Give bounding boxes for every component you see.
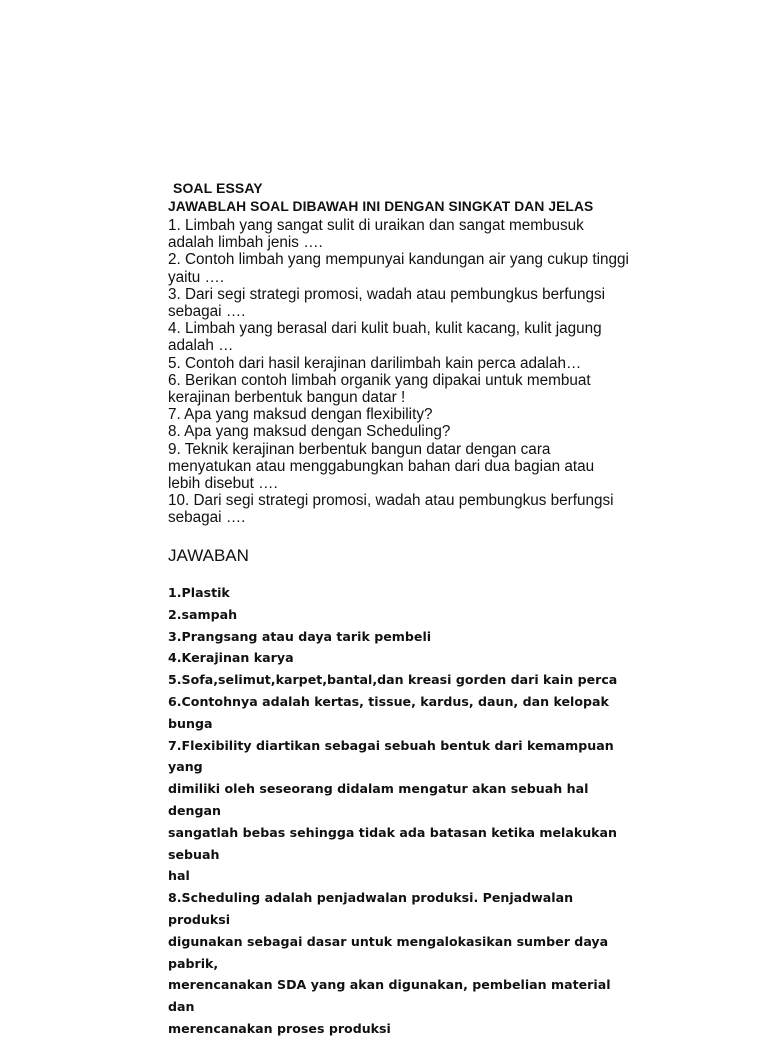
question-list xyxy=(168,217,658,527)
question-item: 6. Berikan contoh limbah organik yang dipakai untuk membuat kerajinan berbentuk bangun datar ! xyxy=(168,371,591,407)
answers-heading: JAWABAN xyxy=(168,546,249,565)
question-item: 2. Contoh limbah yang mempunyai kandungan air yang cukup tinggi yaitu …. xyxy=(168,251,629,286)
answer-item: 8.Scheduling adalah penjadwalan produksi. Penjadwalan produksi digunakan sebagai dasar untuk mengalokasikan sumber daya pabrik, merencanakan SDA yang akan digunakan, pembelian material dan merencanakan proses produksi xyxy=(168,890,611,1036)
question-item: 7. Apa yang maksud dengan flexibility? xyxy=(168,406,433,424)
answer-list xyxy=(168,582,638,1040)
answer-item: 5.Sofa,selimut,karpet,bantal,dan kreasi gorden dari kain perca xyxy=(168,672,618,688)
question-item: 1. Limbah yang sangat sulit di uraikan dan sangat membusuk adalah limbah jenis …. xyxy=(168,217,584,252)
essay-title: SOAL ESSAY xyxy=(173,180,263,196)
answer-item: 7.Flexibility diartikan sebagai sebuah bentuk dari kemampuan yang dimiliki oleh seseorang didalam mengatur akan sebuah hal dengan sangatlah bebas sehingga tidak ada batasan ketika melakukan sebuah hal xyxy=(168,737,618,884)
answer-item: 4.Kerajinan karya xyxy=(168,650,294,666)
question-item: 5. Contoh dari hasil kerajinan darilimbah kain perca adalah… xyxy=(168,354,582,372)
question-item: 8. Apa yang maksud dengan Scheduling? xyxy=(168,423,451,441)
answer-item: 1.Plastik xyxy=(168,585,230,600)
essay-instruction: JAWABLAH SOAL DIBAWAH INI DENGAN SINGKAT DAN JELAS xyxy=(168,199,594,214)
question-item: 10. Dari segi strategi promosi, wadah atau pembungkus berfungsi sebagai …. xyxy=(168,492,614,527)
question-item: 4. Limbah yang berasal dari kulit buah, kulit kacang, kulit jagung adalah … xyxy=(168,320,602,355)
question-item: 3. Dari segi strategi promosi, wadah atau pembungkus berfungsi sebagai …. xyxy=(168,285,606,321)
answer-item: 3.Prangsang atau daya tarik pembeli xyxy=(168,628,432,644)
answer-item: 6.Contohnya adalah kertas, tissue, kardus, daun, dan kelopak bunga xyxy=(168,693,609,731)
question-item: 9. Teknik kerajinan berbentuk bangun datar dengan cara menyatukan atau menggabungkan bahan dari dua bagian atau lebih disebut …. xyxy=(168,440,595,493)
answer-item: 2.sampah xyxy=(168,606,238,622)
